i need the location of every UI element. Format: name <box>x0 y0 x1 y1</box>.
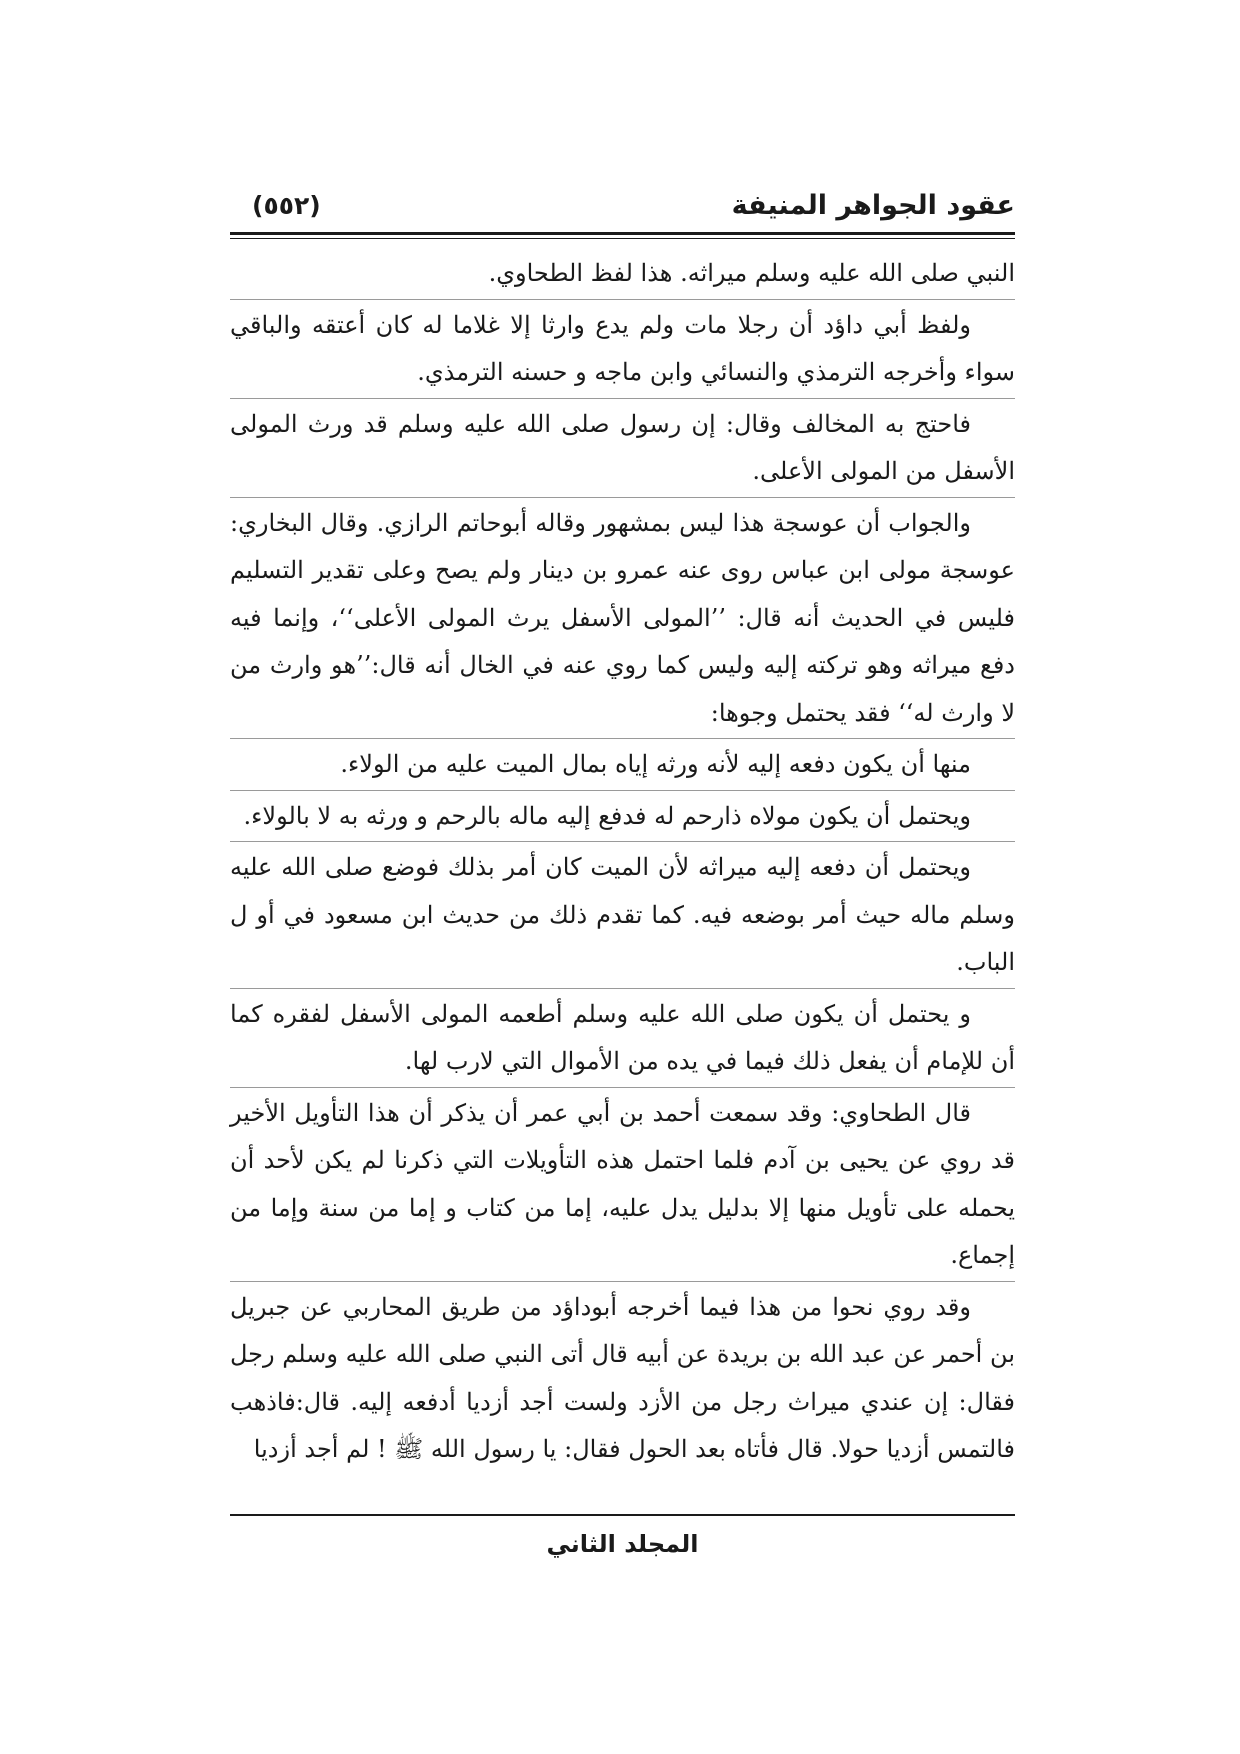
footer-rule <box>230 1514 1015 1516</box>
page-number: (٥٥٢) <box>252 191 321 220</box>
paragraph: ويحتمل أن يكون مولاه ذارحم له فدفع إليه ماله بالرحم و ورثه به لا بالولاء. <box>243 801 971 830</box>
header-rule-thin <box>230 238 1015 239</box>
paragraph-separator <box>230 988 1015 989</box>
paragraph: وقد روي نحوا من هذا فيما أخرجه أبوداؤد من طريق المحاربي عن جبريل بن أحمر عن عبد الله بن بريدة عن أبيه قال أتى النبي صلى الله عليه وسلم رجل فقال: إن عندي ميراث رجل من الأزد ولست أجد أزديا أدفعه إليه. قال:فاذهب فالتمس أزديا حولا. قال فأتاه بعد الحول فقال: يا رسول الله ﷺ ! لم أجد أزديا <box>230 1292 1015 1463</box>
paragraph: ولفظ أبي داؤد أن رجلا مات ولم يدع وارثا إلا غلاما له كان أعتقه والباقي سواء وأخرجه الترمذي والنسائي وابن ماجه و حسنه الترمذي. <box>230 310 1015 386</box>
paragraph-separator <box>230 841 1015 842</box>
paragraph-separator <box>230 299 1015 300</box>
paragraph-separator <box>230 398 1015 399</box>
paragraph-separator <box>230 497 1015 498</box>
paragraph-separator <box>230 738 1015 739</box>
volume-label: المجلد الثاني <box>546 1530 699 1558</box>
paragraph: والجواب أن عوسجة هذا ليس بمشهور وقاله أبوحاتم الرازي. وقال البخاري: عوسجة مولى ابن عباس روى عنه عمرو بن دينار ولم يصح وعلى تقدير التسليم فليس في الحديث أنه قال: ’’المولى الأسفل يرث المولى الأعلى‘‘، وإنما فيه دفع ميراثه وهو تركته إليه وليس كما روي عنه في الخال أنه قال:’’هو وارث من لا وارث له‘‘ فقد يحتمل وجوها: <box>230 508 1015 727</box>
paragraph: ويحتمل أن دفعه إليه ميراثه لأن الميت كان أمر بذلك فوضع صلى الله عليه وسلم ماله حيث أمر بوضعه فيه. كما تقدم ذلك من حديث ابن مسعود في أو ل الباب. <box>230 853 1016 976</box>
paragraph: و يحتمل أن يكون صلى الله عليه وسلم أطعمه المولى الأسفل لفقره كما أن للإمام أن يفعل ذلك فيما في يده من الأموال التي لارب لها. <box>230 999 1015 1075</box>
book-title: عقود الجواهر المنيفة <box>731 190 1015 221</box>
paragraph: فاحتج به المخالف وقال: إن رسول صلى الله عليه وسلم قد ورث المولى الأسفل من المولى الأعلى. <box>230 409 1015 485</box>
header-rule-thick <box>230 232 1015 235</box>
paragraph-separator <box>230 1087 1015 1088</box>
paragraph-separator <box>230 1281 1015 1282</box>
paragraph: منها أن يكون دفعه إليه لأنه ورثه إياه بمال الميت عليه من الولاء. <box>340 750 971 778</box>
paragraph: قال الطحاوي: وقد سمعت أحمد بن أبي عمر أن يذكر أن هذا التأويل الأخير قد روي عن يحيى بن آدم فلما احتمل هذه التأويلات التي ذكرنا لم يكن لأحد أن يحمله على تأويل منها إلا بدليل يدل عليه، إما من كتاب و إما من سنة وإما من إجماع. <box>230 1098 1015 1269</box>
page-header <box>230 186 1015 230</box>
paragraph-separator <box>230 790 1015 791</box>
body-text <box>230 250 1015 1474</box>
paragraph: النبي صلى الله عليه وسلم ميراثه. هذا لفظ الطحاوي. <box>488 259 1015 287</box>
